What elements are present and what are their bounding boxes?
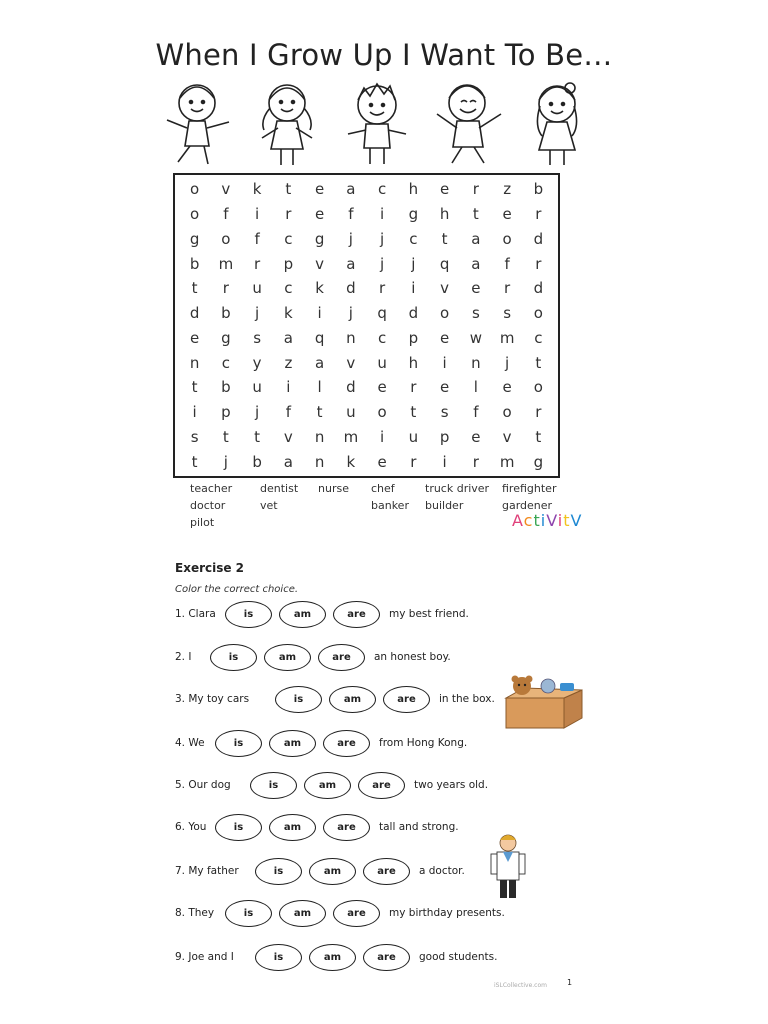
grid-letter: l [317,378,322,397]
grid-letter: e [502,378,512,397]
grid-letter: b [252,452,262,471]
question-tail: an honest boy. [374,651,451,663]
activity-letter: i [557,511,564,530]
grid-letter: c [221,353,230,372]
choice-are[interactable]: are [358,772,405,799]
grid-letter: d [189,304,200,323]
grid-letter: p [221,403,231,422]
word-list-item: gardener [502,499,553,512]
grid-letter: j [380,254,385,273]
grid-letter: s [503,304,512,323]
grid-letter: n [346,328,356,347]
grid-letter: p [283,254,294,273]
word-list-item: teacher [190,482,233,495]
grid-letter: z [503,180,512,199]
grid-letter: b [221,304,231,323]
choice-am[interactable]: am [304,772,351,799]
grid-letter: t [191,452,198,471]
grid-letter: t [472,205,479,224]
grid-letter: s [440,403,449,422]
grid-letter: f [473,403,479,422]
grid-letter: q [314,328,325,347]
grid-letter: t [254,427,261,446]
page-number: 1 [567,978,573,987]
grid-letter: a [346,180,356,199]
grid-letter: g [189,229,200,248]
question-row [175,811,459,843]
grid-letter: j [348,304,353,323]
grid-letter: b [533,180,544,199]
grid-letter: j [348,229,353,248]
grid-letter: a [283,328,293,347]
grid-letter: e [440,378,450,397]
activity-letter: V [546,511,558,530]
choice-are[interactable]: are [363,858,410,885]
question-lead: 4. We [175,737,205,749]
choice-is[interactable]: is [225,900,272,927]
grid-letter: n [314,452,325,471]
question-row [175,897,505,929]
grid-letter: s [190,427,199,446]
grid-letter: q [377,304,387,323]
child-figure-2 [262,85,312,165]
grid-letter: c [284,279,293,298]
grid-letter: f [254,229,260,248]
grid-letter: e [440,180,450,199]
grid-letter: l [473,378,478,397]
choice-is[interactable]: is [255,858,302,885]
grid-letter: t [191,279,198,298]
grid-letter: s [253,328,262,347]
grid-letter: r [410,378,417,397]
activity-logo [512,511,582,530]
grid-letter: r [254,254,261,273]
question-tail: my best friend. [389,608,469,620]
grid-letter: t [535,427,542,446]
word-list-item: doctor [190,499,226,512]
grid-letter: j [223,452,228,471]
toy-box-illustration [500,674,586,730]
grid-letter: r [535,254,542,273]
grid-letter: g [221,328,231,347]
grid-letter: o [190,205,200,224]
grid-letter: v [315,254,325,273]
question-lead: 1. Clara [175,608,216,620]
grid-letter: r [535,403,542,422]
grid-letter: k [346,452,356,471]
grid-letter: j [380,229,385,248]
child-figure-1 [167,85,229,164]
grid-letter: n [471,353,481,372]
grid-letter: e [315,205,325,224]
grid-letter: f [504,254,510,273]
word-list-item: pilot [190,516,215,529]
grid-letter: a [471,229,481,248]
question-row [175,641,451,673]
grid-letter: i [255,205,260,224]
page-title: When I Grow Up I Want To Be… [155,38,613,72]
grid-letter: b [189,254,200,273]
grid-letter: t [441,229,448,248]
grid-letter: t [285,180,292,199]
grid-letter: g [533,452,544,471]
choice-am[interactable]: am [279,601,326,628]
activity-letter: i [540,511,547,530]
grid-letter: o [533,304,543,323]
question-row [175,769,488,801]
question-lead: 3. My toy cars [175,693,250,705]
grid-letter: f [223,205,229,224]
grid-letter: g [408,205,419,224]
grid-letter: i [380,427,385,446]
word-list-item: vet [260,499,278,512]
grid-letter: f [348,205,354,224]
choice-are[interactable]: are [383,686,430,713]
grid-letter: t [191,378,198,397]
grid-letter: c [378,180,387,199]
choice-are[interactable]: are [363,944,410,971]
grid-letter: c [534,328,543,347]
grid-letter: t [222,427,229,446]
grid-letter: r [379,279,386,298]
choice-are[interactable]: are [323,814,370,841]
choice-am[interactable]: am [264,644,311,671]
grid-letter: r [410,452,417,471]
grid-letter: o [440,304,450,323]
choice-is[interactable]: is [215,730,262,757]
grid-letter: u [252,378,262,397]
word-search-grid [173,173,560,478]
choice-am[interactable]: am [309,944,356,971]
grid-letter: e [502,205,512,224]
choice-is[interactable]: is [225,601,272,628]
grid-letter: r [472,180,479,199]
grid-letter: s [471,304,480,323]
question-tail: from Hong Kong. [379,737,468,749]
choice-is[interactable]: is [275,686,322,713]
grid-letter: h [408,353,419,372]
grid-letter: m [499,328,515,347]
activity-letter: V [570,511,583,530]
grid-letter: r [504,279,511,298]
grid-letter: n [189,353,200,372]
grid-letter: d [533,229,544,248]
grid-letter: q [439,254,450,273]
word-list-item: firefighter [502,482,557,495]
word-list-item: dentist [260,482,299,495]
letter-grid [175,175,558,476]
grid-letter: p [408,328,419,347]
grid-letter: o [190,180,200,199]
choice-am[interactable]: am [279,900,326,927]
grid-letter: d [346,378,356,397]
activity-letter: t [563,511,571,530]
grid-letter: o [533,378,543,397]
question-lead: 2. I [175,651,192,663]
grid-letter: i [411,279,416,298]
grid-letter: v [221,180,231,199]
footer-watermark: iSLCollective.com [494,982,547,989]
question-row [175,683,495,715]
grid-letter: h [408,180,419,199]
question-lead: 8. They [175,907,215,919]
grid-letter: j [411,254,416,273]
question-row [175,941,497,973]
activity-letter: t [533,511,541,530]
grid-letter: f [285,403,292,422]
activity-letter: A [512,511,524,530]
choice-is[interactable]: is [210,644,257,671]
question-lead: 9. Joe and I [175,951,234,963]
question-lead: 7. My father [175,865,239,877]
grid-letter: p [439,427,450,446]
grid-letter: t [316,403,323,422]
question-row [175,598,469,630]
grid-letter: k [315,279,324,298]
choice-am[interactable]: am [309,858,356,885]
grid-letter: a [315,353,325,372]
grid-letter: b [221,378,231,397]
question-tail: good students. [419,951,498,963]
question-lead: 5. Our dog [175,779,231,791]
grid-letter: c [284,229,293,248]
grid-letter: d [533,279,544,298]
grid-letter: e [315,180,325,199]
grid-letter: e [471,279,481,298]
question-tail: a doctor. [419,865,465,877]
exercise-instruction: Color the correct choice. [175,584,299,595]
grid-letter: t [535,353,542,372]
grid-letter: v [440,279,450,298]
grid-letter: k [284,304,293,323]
child-figure-3 [348,84,406,164]
choice-am[interactable]: am [269,814,316,841]
grid-letter: i [286,378,291,397]
grid-letter: j [255,304,260,323]
grid-letter: u [408,427,419,446]
choice-am[interactable]: am [329,686,376,713]
grid-letter: e [190,328,200,347]
child-figure-5 [537,83,576,165]
grid-letter: v [346,353,356,372]
grid-letter: i [317,304,322,323]
grid-letter: o [502,229,512,248]
doctor-illustration [488,832,528,902]
grid-letter: d [346,279,356,298]
choice-are[interactable]: are [333,900,380,927]
grid-letter: e [377,378,387,397]
grid-letter: d [408,304,419,323]
grid-letter: r [222,279,229,298]
grid-letter: z [284,353,293,372]
grid-letter: e [440,328,450,347]
grid-letter: i [442,353,447,372]
grid-letter: o [221,229,231,248]
grid-letter: j [255,403,260,422]
word-list-item: banker [371,499,409,512]
question-tail: my birthday presents. [389,907,505,919]
grid-letter: w [469,328,483,347]
grid-letter: r [285,205,292,224]
grid-letter: t [410,403,417,422]
question-tail: tall and strong. [379,821,459,833]
grid-letter: c [378,328,387,347]
grid-letter: j [505,353,510,372]
grid-letter: o [502,403,512,422]
word-list-item: chef [371,482,395,495]
choice-is[interactable]: is [215,814,262,841]
grid-letter: e [471,427,481,446]
exercise-title: Exercise 2 [175,561,245,575]
grid-letter: i [192,403,197,422]
question-row [175,727,467,759]
grid-letter: v [502,427,512,446]
grid-letter: u [346,403,356,422]
grid-letter: m [218,254,234,273]
grid-letter: u [252,279,262,298]
grid-letter: v [283,427,293,446]
grid-letter: m [343,427,359,446]
grid-letter: a [346,254,356,273]
choice-is[interactable]: is [255,944,302,971]
grid-letter: y [252,353,262,372]
question-row [175,855,465,887]
choice-is[interactable]: is [250,772,297,799]
child-figure-4 [437,85,501,163]
grid-letter: r [535,205,542,224]
question-lead: 6. You [175,821,207,833]
activity-letter: c [523,511,534,530]
word-list-item: truck driver [425,482,490,495]
grid-letter: m [499,452,515,471]
question-tail: two years old. [414,779,489,791]
grid-letter: n [314,427,325,446]
grid-letter: k [252,180,262,199]
choice-am[interactable]: am [269,730,316,757]
grid-letter: g [314,229,325,248]
grid-letter: h [439,205,450,224]
grid-letter: a [471,254,481,273]
grid-letter: o [377,403,387,422]
grid-letter: i [442,452,447,471]
grid-letter: i [380,205,385,224]
question-tail: in the box. [439,693,495,705]
grid-letter: u [377,353,387,372]
choice-are[interactable]: are [323,730,370,757]
grid-letter: e [377,452,387,471]
choice-are[interactable]: are [318,644,365,671]
choice-are[interactable]: are [333,601,380,628]
word-list-item: nurse [318,482,349,495]
word-list-item: builder [425,499,464,512]
word-list-item [318,499,371,512]
grid-letter: r [472,452,479,471]
children-illustration [152,78,592,170]
grid-letter: a [283,452,293,471]
grid-letter: c [409,229,418,248]
